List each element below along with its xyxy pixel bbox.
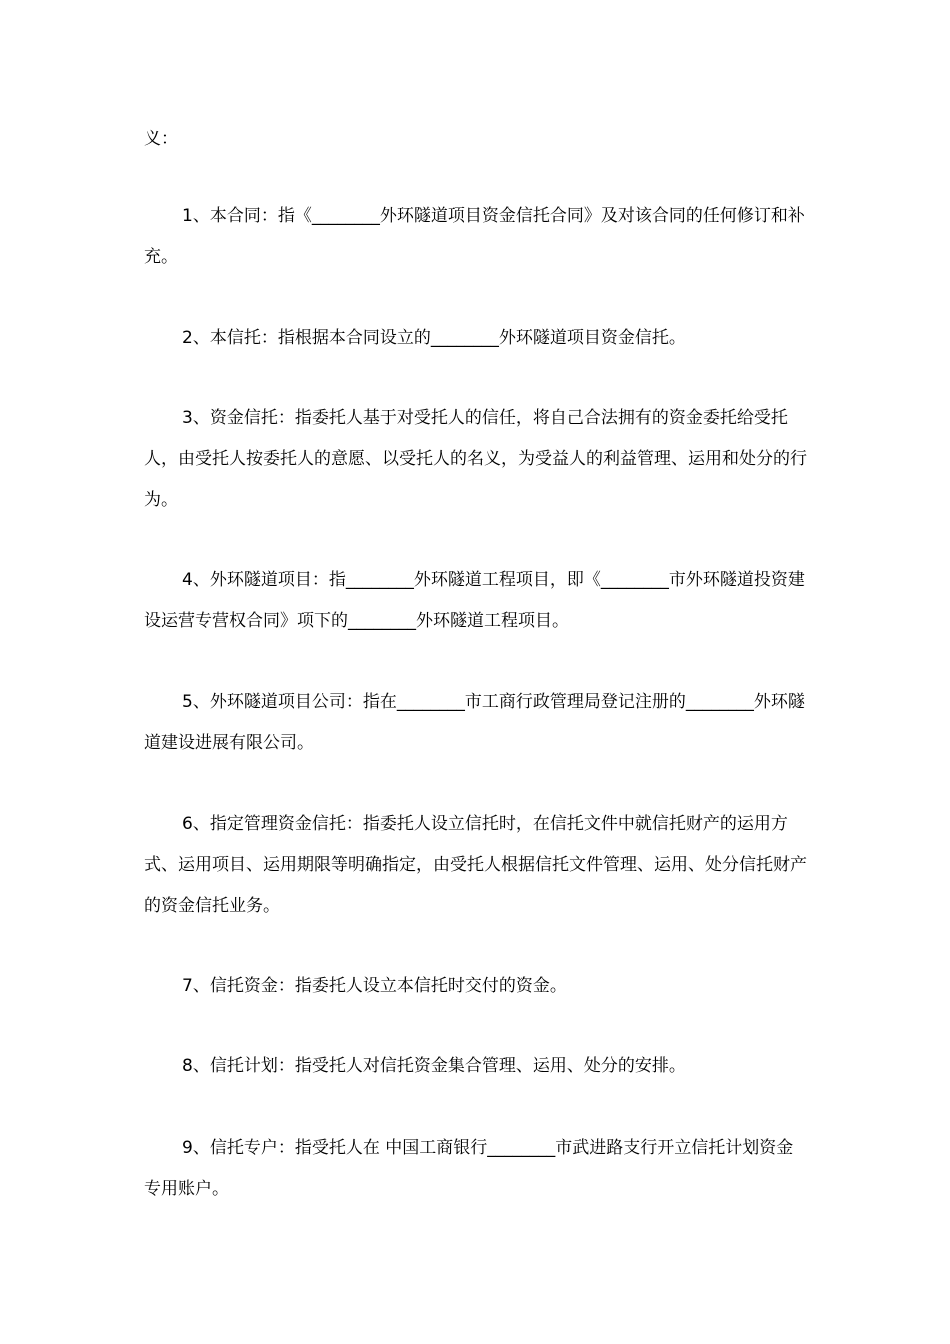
clause-5: 5、外环隧道项目公司：指在________市工商行政管理局登记注册的________外环隧道建设进展有限公司。 [144,692,805,753]
clause-4: 4、外环隧道项目：指________外环隧道工程项目，即《________市外环隧道投资建设运营专营权合同》项下的________外环隧道工程项目。 [144,570,805,631]
clause-8: 8、信托计划：指受托人对信托资金集合管理、运用、处分的安排。 [182,1056,686,1076]
clause-6: 6、指定管理资金信托：指委托人设立信托时，在信托文件中就信托财产的运用方式、运用项目、运用期限等明确指定，由受托人根据信托文件管理、运用、处分信托财产的资金信托业务。 [144,814,807,916]
clause-3: 3、资金信托：指委托人基于对受托人的信任，将自己合法拥有的资金委托给受托人，由受托人按委托人的意愿、以受托人的名义，为受益人的利益管理、运用和处分的行为。 [144,408,807,510]
clause-2: 2、本信托：指根据本合同设立的________外环隧道项目资金信托。 [182,328,686,348]
lead-fragment: 义： [144,129,178,149]
clause-1: 1、本合同：指《________外环隧道项目资金信托合同》及对该合同的任何修订和补充。 [144,206,805,267]
clause-9: 9、信托专户：指受托人在 中国工商银行________市武进路支行开立信托计划资金专用账户。 [144,1138,794,1199]
clause-7: 7、信托资金：指委托人设立本信托时交付的资金。 [182,976,567,996]
